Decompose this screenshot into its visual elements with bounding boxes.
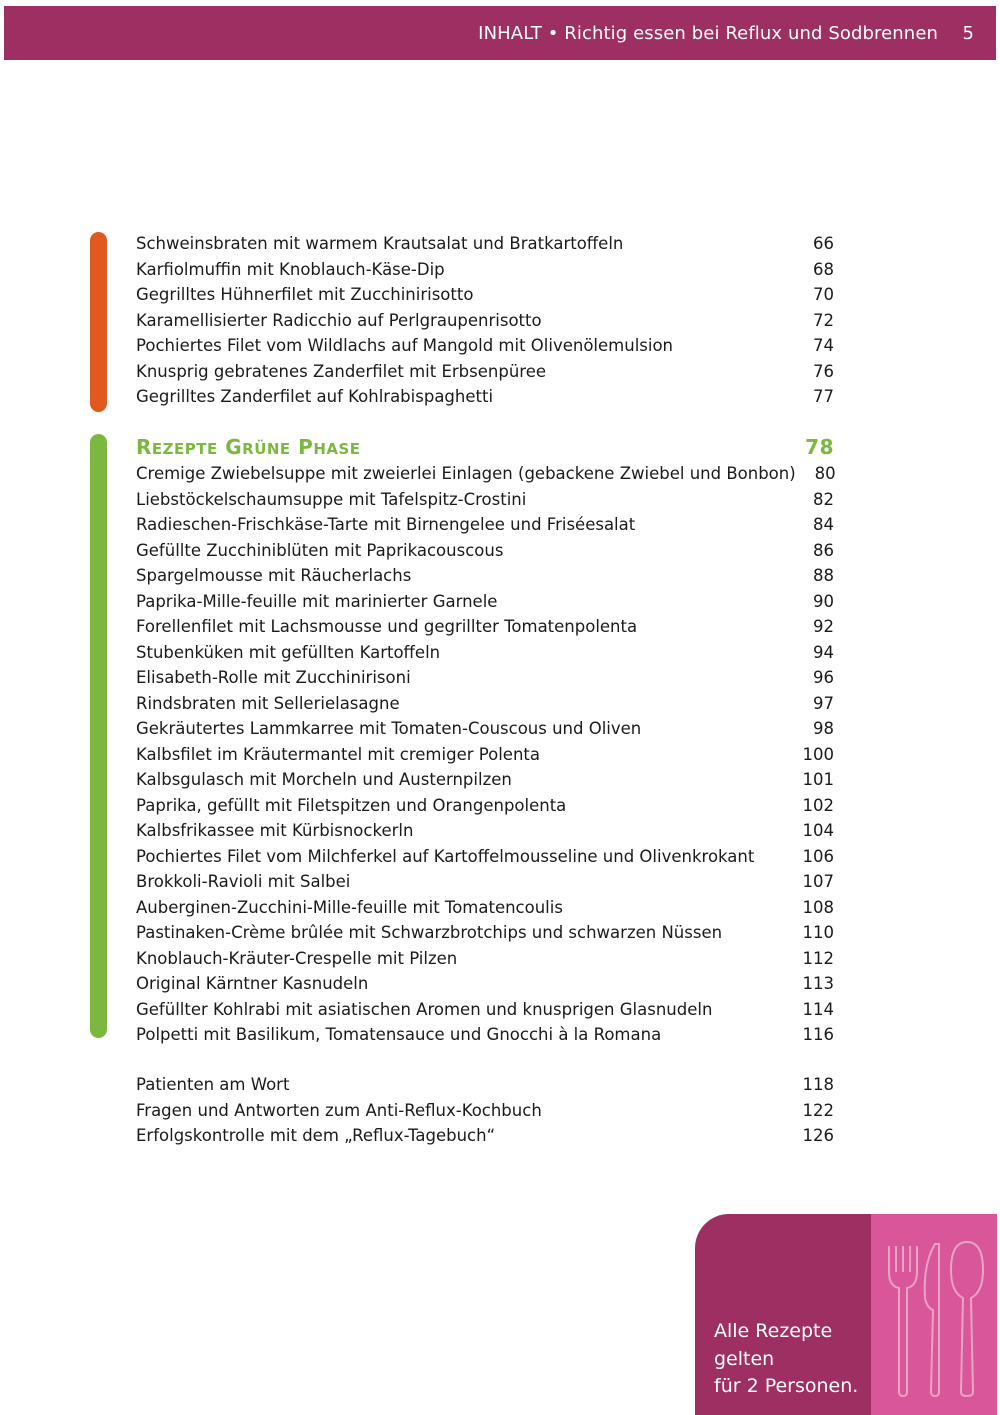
section-heading: [136, 433, 834, 461]
toc-entry-title: Gekräutertes Lammkarree mit Tomaten-Couscous und Oliven: [136, 719, 642, 738]
toc-entry-page: 112: [802, 948, 834, 968]
toc-entry: [136, 716, 834, 742]
toc-entry: [136, 538, 834, 564]
toc-entry-title: Liebstöckelschaumsuppe mit Tafelspitz-Crostini: [136, 489, 527, 509]
toc-entry-title: Gegrilltes Zanderfilet auf Kohlrabispaghetti: [136, 387, 494, 406]
toc-entry-title: Stubenküken mit gefüllten Kartoffeln: [136, 642, 441, 662]
green-section-bar: [90, 434, 107, 1038]
toc-entry: [136, 333, 834, 359]
toc-entry: [136, 461, 834, 487]
toc-entry-title: Brokkoli-Ravioli mit Salbei: [136, 872, 351, 891]
toc-entry-page: 94: [813, 642, 834, 662]
toc-entry-page: 86: [813, 540, 834, 560]
toc-entry-page: 77: [813, 387, 834, 406]
toc-entry-page: 116: [802, 1025, 834, 1044]
toc-entry: [136, 563, 834, 589]
toc-entry-page: 80: [814, 464, 836, 483]
toc-entry-page: 82: [813, 489, 834, 509]
info-box-panel: [871, 1214, 997, 1415]
toc-entry-page: 97: [813, 693, 834, 713]
toc-entry-title: Paprika, gefüllt mit Filetspitzen und Orangenpolenta: [136, 795, 567, 815]
servings-note-line: Alle Rezepte: [714, 1320, 833, 1342]
toc-entry-title: Pastinaken-Crème brûlée mit Schwarzbrotchips und schwarzen Nüssen: [136, 923, 723, 942]
toc-group-final: [136, 1072, 834, 1149]
toc-entry: [136, 308, 834, 334]
toc-entry-page: 107: [802, 872, 834, 891]
toc-entry-page: 106: [802, 846, 834, 866]
toc-entry-title: Gefüllter Kohlrabi mit asiatischen Aromen und knusprigen Glasnudeln: [136, 999, 713, 1019]
toc-entry-title: Radieschen-Frischkäse-Tarte mit Birnengelee und Friséesalat: [136, 515, 636, 534]
toc-group-green: [136, 461, 834, 1048]
toc-entry: [136, 282, 834, 308]
toc-entry-page: 84: [813, 515, 834, 534]
toc-entry-title: Karfiolmuffin mit Knoblauch-Käse-Dip: [136, 259, 445, 279]
toc-entry-title: Knusprig gebratenes Zanderfilet mit Erbsenpüree: [136, 361, 546, 381]
toc-entry-title: Erfolgskontrolle mit dem „Reflux-Tagebuch“: [136, 1126, 496, 1145]
toc-entry-page: 98: [813, 719, 834, 738]
toc-entry-page: 102: [802, 795, 834, 815]
info-box: [695, 1214, 997, 1415]
toc-entry: [136, 231, 834, 257]
toc-entry-page: 126: [802, 1126, 834, 1145]
toc-entry: [136, 614, 834, 640]
toc-entry: [136, 895, 834, 921]
toc-entry-title: Gefüllte Zucchiniblüten mit Paprikacouscous: [136, 540, 504, 560]
toc-entry-page: 108: [802, 897, 834, 917]
toc-entry-title: Gegrilltes Hühnerfilet mit Zucchinirisotto: [136, 285, 474, 304]
toc-entry: [136, 1022, 834, 1048]
toc-entry-page: 72: [813, 310, 834, 330]
page-header: [4, 6, 996, 60]
toc-entry: [136, 1098, 834, 1124]
toc-entry: [136, 512, 834, 538]
toc-entry: [136, 1072, 834, 1098]
toc-entry: [136, 640, 834, 666]
toc-entry: [136, 946, 834, 972]
toc-entry-title: Kalbsgulasch mit Morcheln und Austernpilzen: [136, 770, 512, 789]
toc-entry-title: Karamellisierter Radicchio auf Perlgraupenrisotto: [136, 310, 542, 330]
toc-entry: [136, 691, 834, 717]
toc-entry-page: 68: [813, 259, 834, 279]
toc-entry: [136, 742, 834, 768]
toc-entry-page: 122: [802, 1100, 834, 1120]
toc-entry-title: Cremige Zwiebelsuppe mit zweierlei Einlagen (gebackene Zwiebel und Bonbon): [136, 464, 796, 483]
toc-entry: [136, 971, 834, 997]
toc-entry-title: Polpetti mit Basilikum, Tomatensauce und Gnocchi à la Romana: [136, 1025, 662, 1044]
toc-entry-page: 70: [813, 285, 834, 304]
servings-note: [714, 1318, 858, 1401]
toc-entry-title: Schweinsbraten mit warmem Krautsalat und Bratkartoffeln: [136, 234, 624, 253]
cutlery-icon: [875, 1224, 991, 1399]
toc-entry: [136, 487, 834, 513]
toc-entry: [136, 818, 834, 844]
toc-group-orange: [136, 231, 834, 410]
toc-entry: [136, 1123, 834, 1149]
toc-entry-page: 114: [802, 999, 834, 1019]
toc-entry-page: 100: [802, 744, 834, 764]
toc-entry-title: Kalbsfrikassee mit Kürbisnockerln: [136, 821, 414, 840]
toc-entry: [136, 844, 834, 870]
toc-entry-title: Auberginen-Zucchini-Mille-feuille mit Tomatencoulis: [136, 897, 563, 917]
toc-entry-title: Paprika-Mille-feuille mit marinierter Garnele: [136, 591, 498, 611]
toc-entry-title: Kalbsfilet im Kräutermantel mit cremiger Polenta: [136, 744, 540, 764]
toc-entry: [136, 869, 834, 895]
toc-entry-page: 76: [813, 361, 834, 381]
toc-entry-page: 101: [802, 770, 834, 789]
toc-entry-page: 118: [802, 1075, 834, 1094]
toc-entry-page: 113: [802, 974, 834, 993]
toc-entry-title: Knoblauch-Kräuter-Crespelle mit Pilzen: [136, 948, 458, 968]
toc-entry-page: 92: [813, 617, 834, 636]
toc-entry: [136, 589, 834, 615]
toc-entry: [136, 384, 834, 410]
toc-entry-title: Pochiertes Filet vom Wildlachs auf Mangold mit Olivenölemulsion: [136, 336, 674, 355]
toc-entry-page: 90: [813, 591, 834, 611]
toc-entry: [136, 920, 834, 946]
section-title: REZEPTE GRÜNE PHASE: [136, 435, 361, 459]
toc-entry-title: Fragen und Antworten zum Anti-Reflux-Kochbuch: [136, 1100, 542, 1120]
toc-entry-page: 104: [802, 821, 834, 840]
toc-entry: [136, 665, 834, 691]
toc-entry-title: Forellenfilet mit Lachsmousse und gegrillter Tomatenpolenta: [136, 617, 638, 636]
toc-entry-title: Pochiertes Filet vom Milchferkel auf Kartoffelmousseline und Olivenkrokant: [136, 846, 755, 866]
servings-note-line: gelten: [714, 1347, 775, 1370]
toc-entry: [136, 997, 834, 1023]
toc-entry: [136, 359, 834, 385]
toc-entry-title: Spargelmousse mit Räucherlachs: [136, 566, 412, 585]
toc-entry-page: 74: [813, 336, 834, 355]
page-number: 5: [962, 23, 974, 44]
toc-entry-title: Original Kärntner Kasnudeln: [136, 974, 369, 993]
toc-entry-page: 88: [813, 566, 834, 585]
servings-note-line: für 2 Personen.: [714, 1375, 859, 1397]
toc-entry-title: Rindsbraten mit Sellerielasagne: [136, 693, 400, 713]
toc-entry-title: Patienten am Wort: [136, 1075, 290, 1094]
toc-entry-page: 110: [802, 923, 834, 942]
toc-entry: [136, 767, 834, 793]
section-page: 78: [805, 435, 834, 459]
toc-entry-page: 66: [813, 234, 834, 253]
toc-section-green: [136, 433, 834, 1048]
header-title: INHALT • Richtig essen bei Reflux und Sodbrennen: [478, 22, 938, 44]
orange-section-bar: [90, 232, 107, 412]
toc-entry: [136, 793, 834, 819]
toc-entry: [136, 257, 834, 283]
toc-entry-title: Elisabeth-Rolle mit Zucchinirisoni: [136, 668, 411, 687]
toc-entry-page: 96: [813, 668, 834, 687]
